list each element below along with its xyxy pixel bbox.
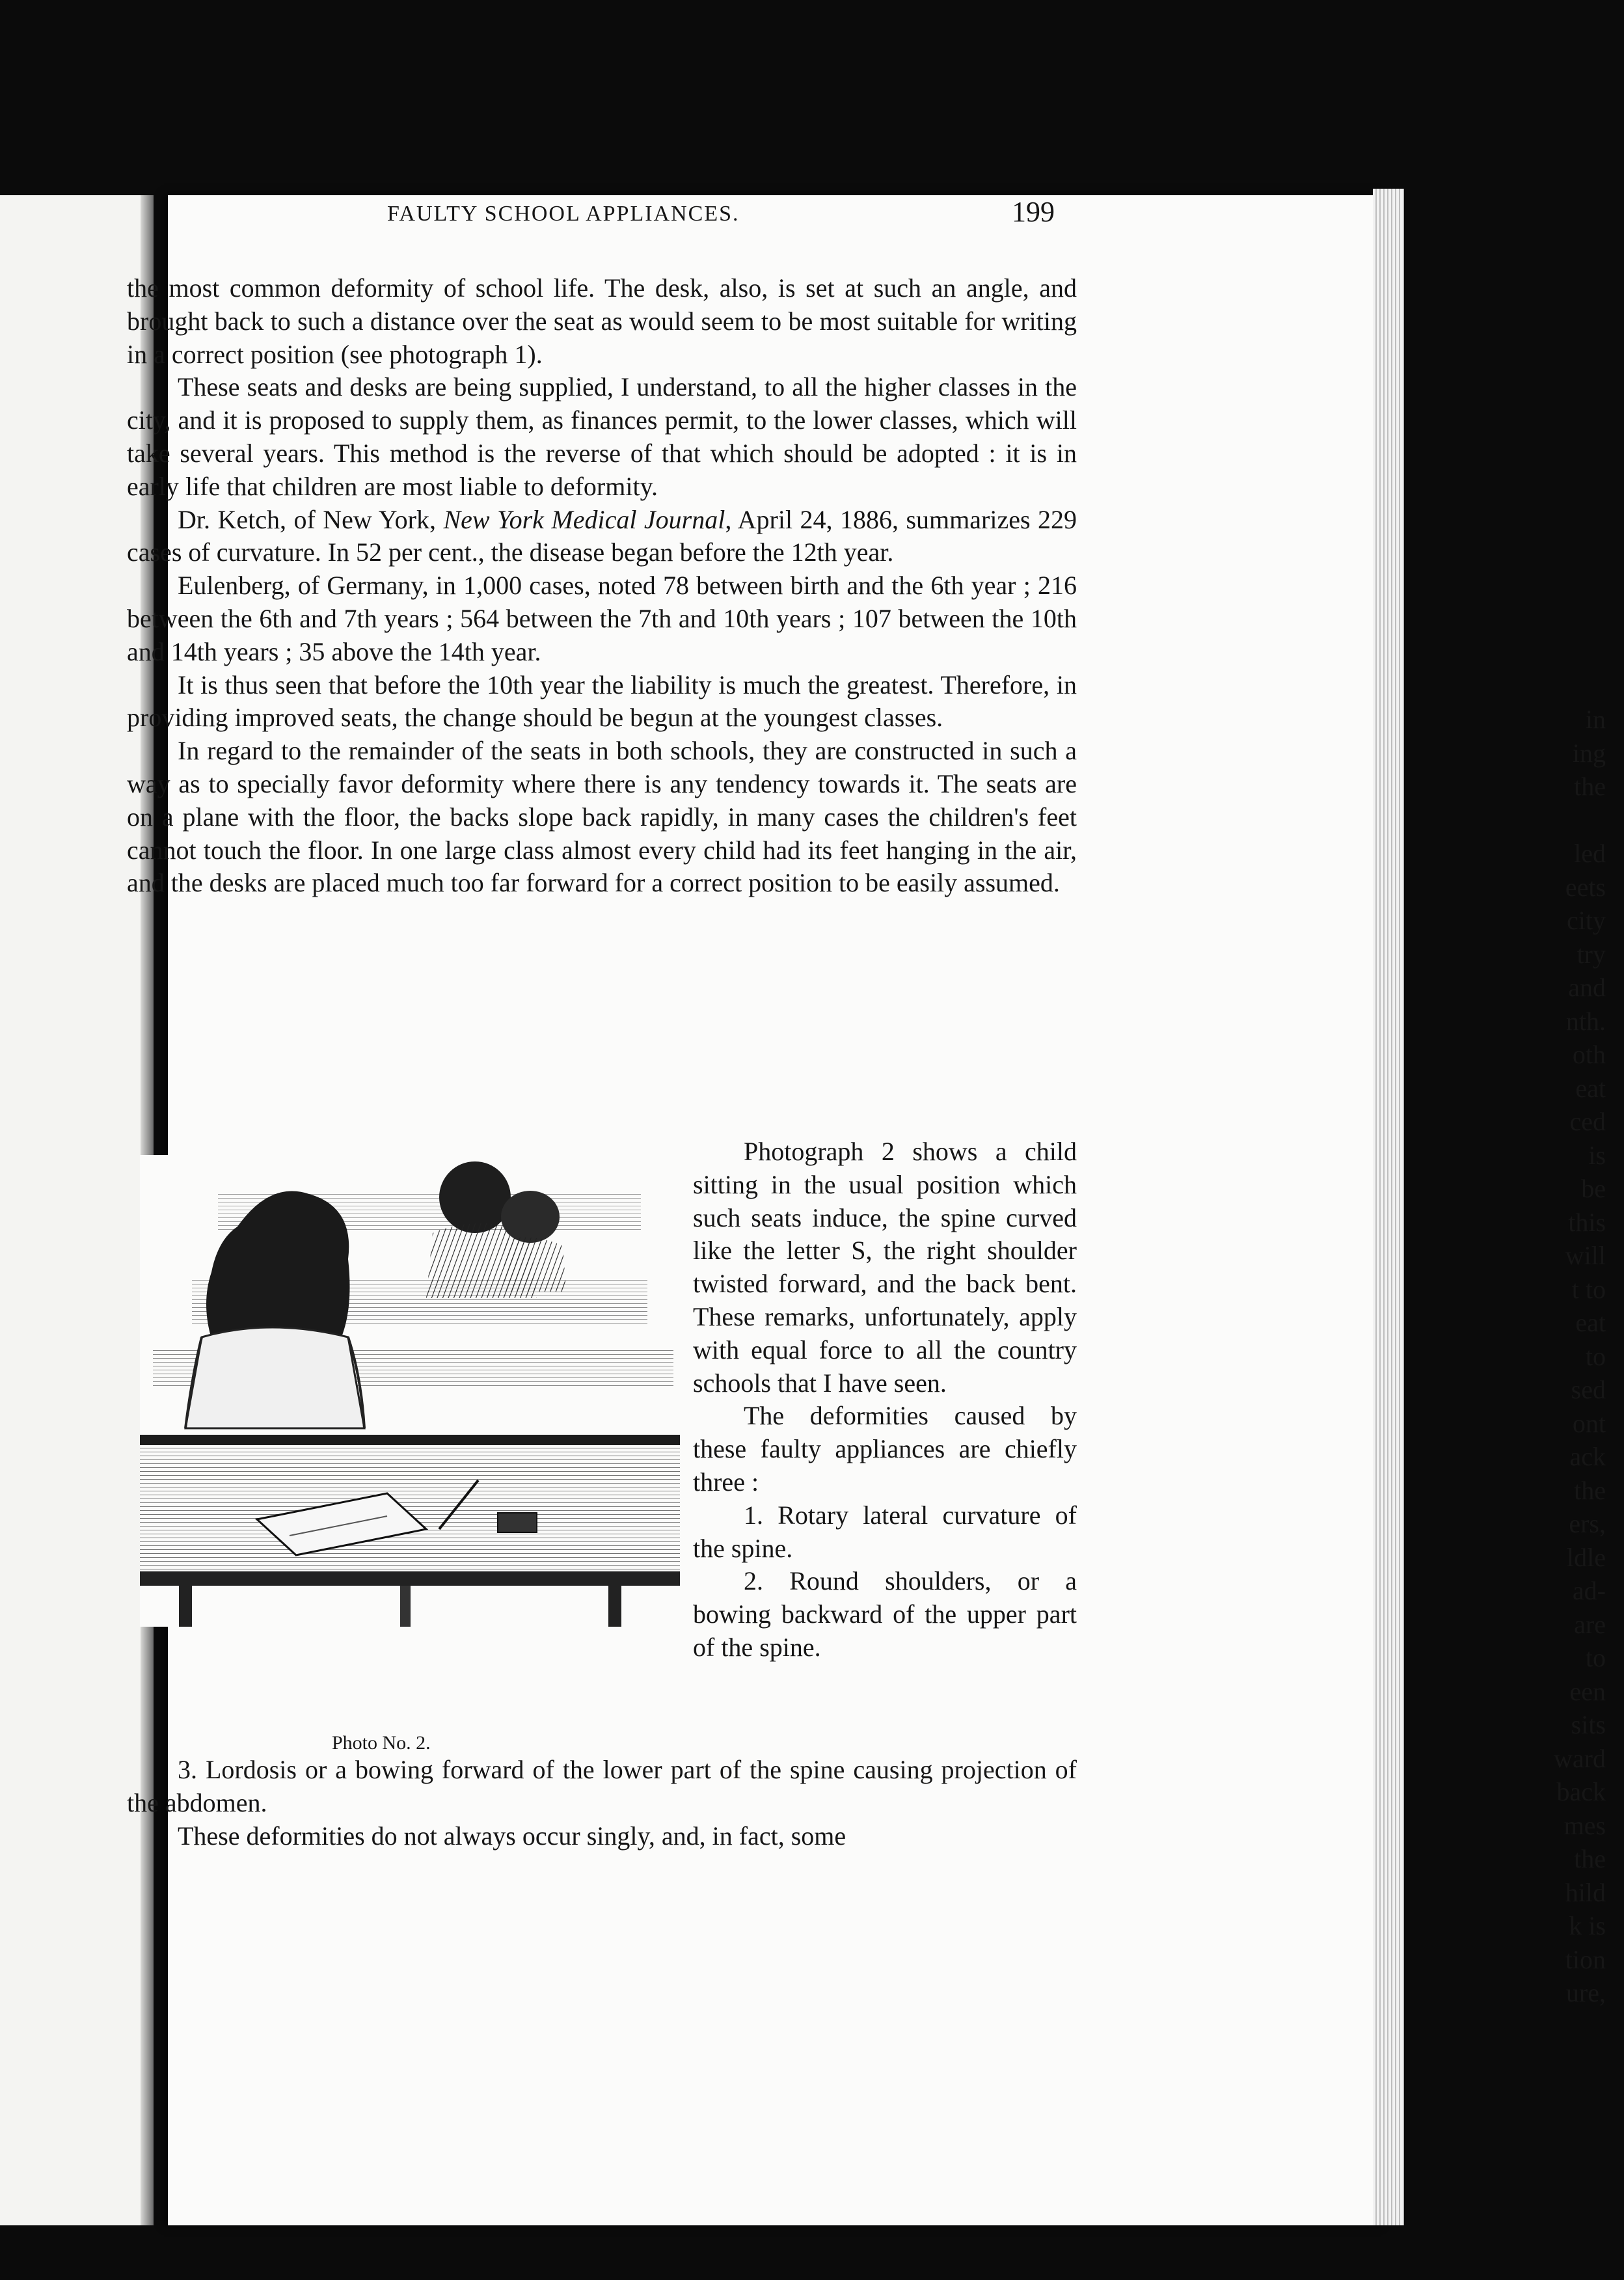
paragraph: the most common deformity of school life. The desk, also, is set at such an angle, and brought back to such a distance over the seat as would seem to be most suitable for writing in a correct position (see photograph 1).	[127, 273, 1077, 369]
left-page-fragment: led	[1574, 839, 1606, 868]
left-page-fragment: tion	[1565, 1944, 1606, 1974]
photo-illustration	[140, 1155, 680, 1627]
main-text	[127, 272, 1077, 900]
paragraph	[127, 504, 1077, 570]
left-page-fragment: the	[1574, 1844, 1606, 1873]
page-number: 199	[1012, 196, 1055, 228]
left-page-fragment: ack	[1569, 1442, 1606, 1471]
list-item: 3. Lordosis or a bowing forward of the lower part of the spine causing projection of the abdomen.	[127, 1755, 1077, 1817]
left-page-fragment: eets	[1565, 872, 1606, 902]
left-page-fragment: be	[1581, 1174, 1606, 1203]
left-page-fragment: city	[1567, 906, 1606, 935]
left-page-fragment: eat	[1575, 1073, 1606, 1103]
left-page-fragment: back	[1556, 1777, 1606, 1806]
paragraph-text: Dr. Ketch, of New York,	[178, 504, 444, 534]
side-column-text	[693, 1135, 1077, 1664]
left-page-fragment: are	[1574, 1609, 1606, 1639]
paragraph: These deformities do not always occur singly, and, in fact, some	[178, 1821, 846, 1851]
left-page-fragment: k is	[1569, 1911, 1606, 1940]
paragraph: Eulenberg, of Germany, in 1,000 cases, noted 78 between birth and the 6th year ; 216 between the 6th and 7th years ; 564 between the 7th and 10th years ; 107 between the 10th and 14th years ; 35 above the 14th year.	[127, 571, 1077, 666]
paragraph: It is thus seen that before the 10th year the liability is much the greatest. Therefore, in providing improved seats, the change should be begun at the youngest classes.	[127, 670, 1077, 733]
left-page-fragment: will	[1565, 1241, 1606, 1270]
paragraph: These seats and desks are being supplied, I understand, to all the higher classes in the city, and it is proposed to supply them, as finances permit, to the lower classes, which will take several years. This method is the reverse of that which should be adopted : it is in early life that children are most liable to deformity.	[127, 372, 1077, 501]
left-page-fragment: ing	[1572, 738, 1606, 768]
left-page-fragment: een	[1569, 1676, 1606, 1706]
paragraph: In regard to the remainder of the seats in both schools, they are constructed in such a way as to specially favor deformity where there is any tendency towards it. The seats are on a plane with the floor, the backs slope back rapidly, in many cases the children's feet cannot touch the floor. In one large class almost every child had its feet hanging in the air, and the desks are placed much too far forward for a correct position to be easily assumed.	[127, 736, 1077, 898]
left-page-fragment: ced	[1569, 1107, 1606, 1136]
paragraph: Photograph 2 shows a child sitting in the usual position which such seats induce, the spine curved like the letter S, the right shoulder twisted forward, and the back bent. These remarks, unfortunately, apply with equal force to all the country schools that I have seen.	[693, 1137, 1077, 1398]
left-page-fragment: nth.	[1565, 1006, 1606, 1036]
page-edges	[1373, 189, 1404, 2225]
left-page-fragment: ldle	[1567, 1542, 1606, 1572]
left-page-fragment: hild	[1565, 1877, 1606, 1907]
left-page-fragment: ers,	[1569, 1509, 1606, 1538]
left-page-fragment: and	[1568, 973, 1606, 1002]
bottom-text	[127, 1754, 1077, 1853]
school-desk-engraving	[140, 1155, 680, 1627]
left-page-fragment: is	[1588, 1140, 1606, 1170]
left-page-fragment: this	[1568, 1207, 1606, 1237]
list-item: 2. Round shoulders, or a bowing backward of the upper part of the spine.	[693, 1566, 1077, 1662]
photo-caption: Photo No. 2.	[332, 1732, 431, 1754]
left-page-fragment: sits	[1571, 1710, 1606, 1739]
left-page-fragment: oth	[1572, 1040, 1606, 1069]
left-page-fragment: the	[1574, 1475, 1606, 1505]
left-page-fragment: ad-	[1572, 1576, 1606, 1605]
left-page-fragment: t to	[1571, 1274, 1606, 1304]
paragraph-text: , April 24, 1886, summarizes 229 cases of curvature. In 52 per cent., the disease began before the 12th year.	[127, 504, 1077, 567]
journal-title: New York Medical Journal	[443, 504, 725, 534]
left-page-fragment: in	[1585, 705, 1606, 734]
left-page-fragment: to	[1585, 1643, 1606, 1672]
left-page-fragment: eat	[1575, 1308, 1606, 1337]
left-page-fragment: ure,	[1565, 1978, 1606, 2007]
left-page-fragment: sed	[1571, 1375, 1606, 1404]
left-page-fragment: to	[1585, 1341, 1606, 1371]
left-page-fragment: mes	[1563, 1810, 1606, 1840]
left-page-fragment: the	[1574, 772, 1606, 801]
left-page-fragment: try	[1577, 939, 1606, 969]
list-item: 1. Rotary lateral curvature of the spine.	[693, 1500, 1077, 1563]
left-page-fragment: ward	[1554, 1743, 1606, 1773]
paragraph: The deformities caused by these faulty appliances are chiefly three :	[693, 1401, 1077, 1497]
running-head: FAULTY SCHOOL APPLIANCES.	[387, 202, 740, 226]
left-page-fragment: ont	[1572, 1408, 1606, 1438]
